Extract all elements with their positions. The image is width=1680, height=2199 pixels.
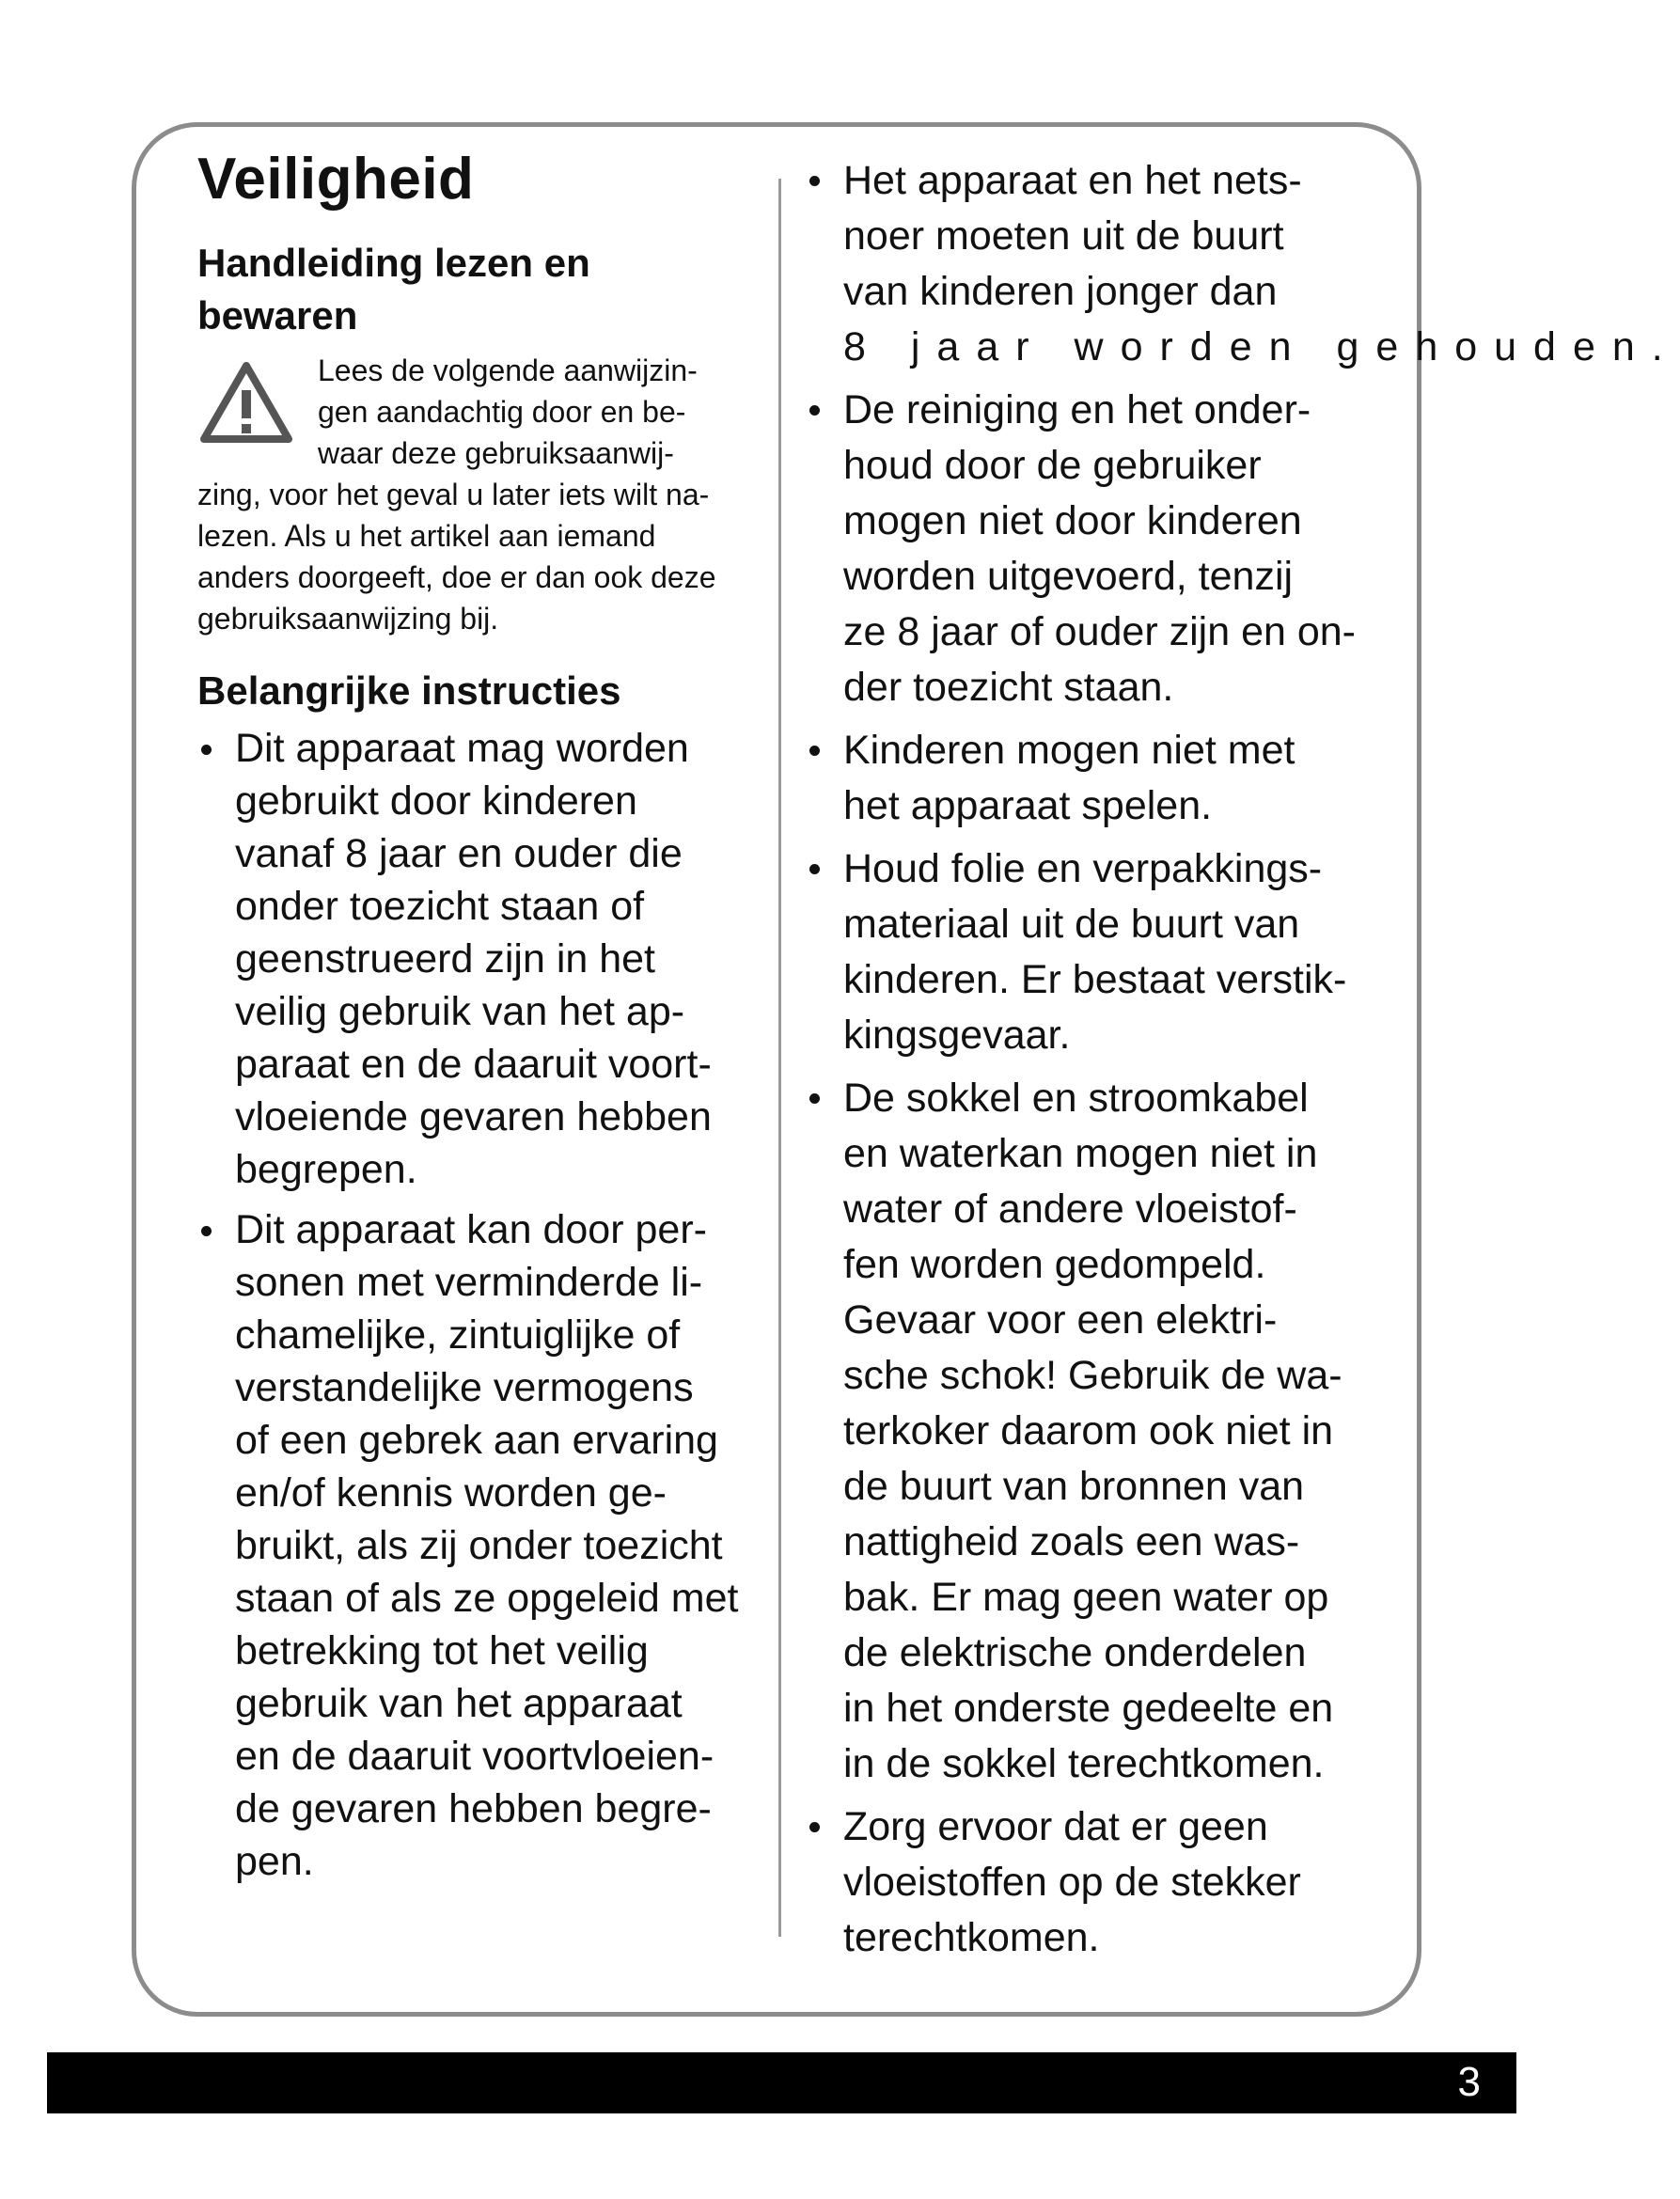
intro-text: Lees de volgende aanwijzin- gen aandachtig door en be- waar deze gebruiksaanwij- zing, voor het geval u later iets wilt na- lezen. Als u het artikel aan iemand anders doorgeeft, doe er dan ook deze gebruiksaanwijzing bij. [197, 353, 716, 636]
list-item: Houd folie en verpakkings- materiaal uit de buurt van kinderen. Er bestaat verstik- kingsgevaar. [806, 841, 1407, 1063]
list-item: Zorg ervoor dat er geen vloeistoffen op de stekker terechtkomen. [806, 1799, 1407, 1966]
column-divider [778, 179, 781, 1937]
right-bullet-list [806, 153, 1680, 1966]
list-item: Kinderen mogen niet met het apparaat spelen. [806, 723, 1407, 834]
left-bullet-list [197, 722, 761, 1888]
list-item: Het apparaat en het nets- noer moeten uit de buurt van kinderen jonger dan 8 jaar worden gehouden. [806, 153, 1407, 375]
list-item: Dit apparaat mag worden gebruikt door kinderen vanaf 8 jaar en ouder die onder toezicht staan of geenstrueerd zijn in het veilig gebruik van het ap- paraat en de daaruit voort- vloeiende gevaren hebben begrepen. [197, 722, 761, 1196]
list-item: Dit apparaat kan door per- sonen met verminderde li- chamelijke, zintuiglijke of verstandelijke vermogens of een gebrek aan ervaring en/of kennis worden ge- bruikt, als zij onder toezicht staan of als ze opgeleid met betrekking tot het veilig gebruik van het apparaat en de daaruit voortvloeien- de gevaren hebben begre- pen. [197, 1203, 761, 1888]
footer-bar [47, 2052, 1516, 2113]
section-heading-read: Handleiding lezen en bewaren [197, 241, 590, 338]
page-title: Veiligheid [197, 147, 475, 212]
list-item: De reiniging en het onder- houd door de gebruiker mogen niet door kinderen worden uitgevoerd, tenzij ze 8 jaar of ouder zijn en on- der toezicht staan. [806, 383, 1407, 715]
page-number: 3 [1457, 2059, 1481, 2105]
list-item: De sokkel en stroomkabel en waterkan mogen niet in water of andere vloeistof- fen worden gedompeld. Gevaar voor een elektri- sche schok! Gebruik de wa- terkoker daarom ook niet in de buurt van bronnen van nattigheid zoals een was- bak. Er mag geen water op de elektrische onderdelen in het onderste gedeelte en in de sokkel terechtkomen. [806, 1071, 1407, 1792]
section-heading-instructions: Belangrijke instructies [197, 668, 621, 713]
